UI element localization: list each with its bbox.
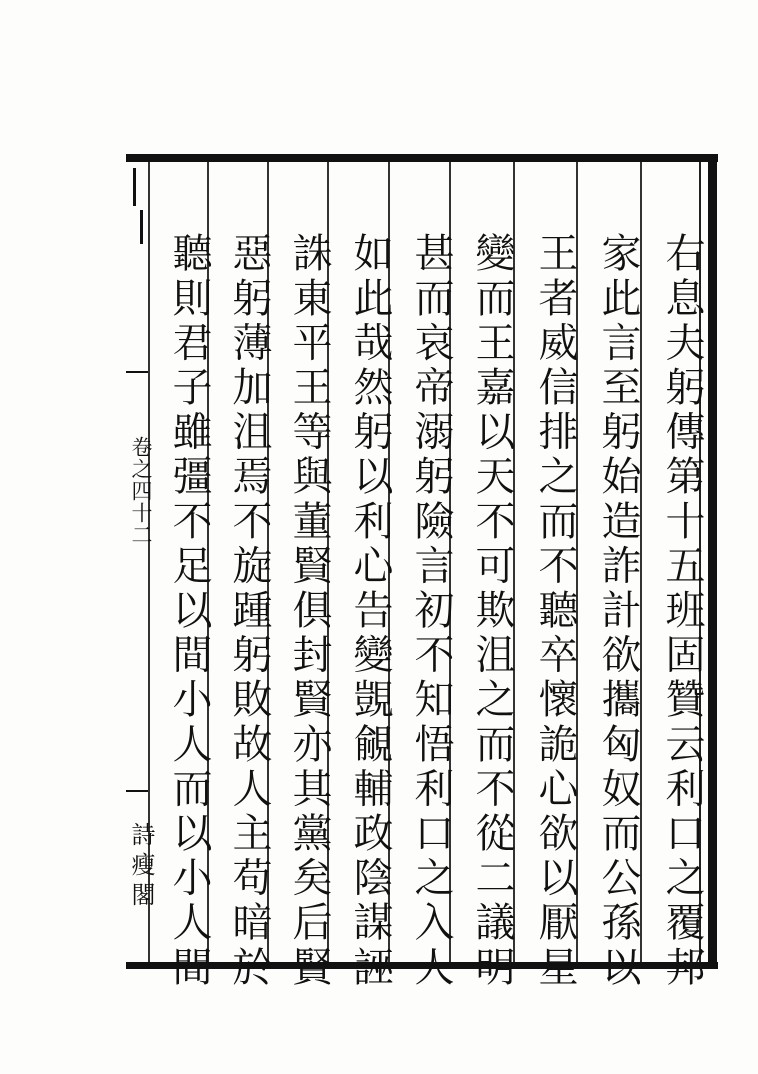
text-column-2: 家此言至躬始造詐計欲攜匈奴而公孫以 <box>595 232 641 991</box>
text-column-3: 王者威信排之而不聽卒懷詭心欲以厭星 <box>532 232 578 991</box>
text-column-9: 聽則君子雖彊不足以間小人而以小人間 <box>166 232 212 991</box>
frame-top-border <box>126 154 718 162</box>
text-column-7: 誅東平王等與董賢俱封賢亦其黨矣后賢 <box>286 232 332 991</box>
text-column-1: 右息夫躬傳第十五班固贊云利口之覆邦 <box>659 232 705 991</box>
edge-divider <box>126 371 148 373</box>
edge-divider <box>126 790 148 792</box>
text-column-6: 如此哉然躬以利心告變覬覦輔政陰謀誣 <box>347 232 393 991</box>
shelf-mark: 詩瘦閣 <box>127 822 155 912</box>
fish-tail-mark <box>133 168 136 206</box>
fish-tail-mark <box>140 210 143 244</box>
text-column-8: 惡躬薄加沮焉不旋踵躬敗故人主苟暗於 <box>226 232 272 991</box>
text-column-5: 甚而哀帝溺躬險言初不知悟利口之入人 <box>408 232 454 991</box>
volume-number: 卷之四十二 <box>129 436 153 546</box>
text-column-4: 變而王嘉以天不可欺沮之而不從二議明 <box>469 232 515 991</box>
